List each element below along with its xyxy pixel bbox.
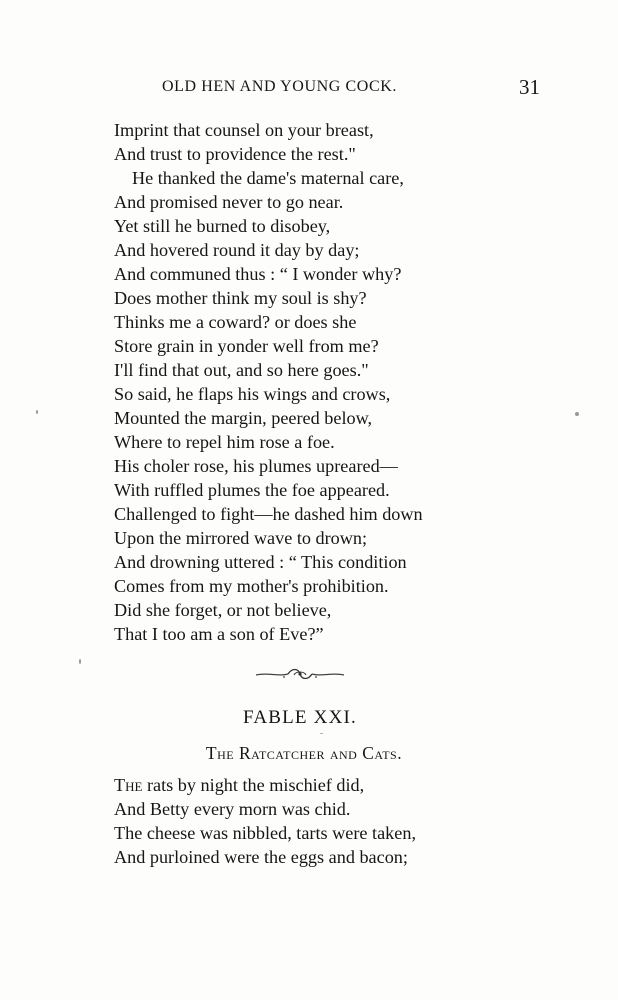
paper-speck	[575, 412, 579, 416]
poem-line: Does mother think my soul is shy?	[114, 288, 367, 308]
section-divider-ornament	[254, 666, 346, 682]
poem-line: With ruffled plumes the foe appeared.	[114, 480, 390, 500]
poem-line: Thinks me a coward? or does she	[114, 312, 357, 332]
poem-line: Challenged to fight—he dashed him down	[114, 504, 423, 524]
poem-line: And communed thus : “ I wonder why?	[114, 264, 402, 284]
paper-speck	[36, 410, 38, 414]
running-head	[0, 76, 618, 102]
poem-line: Where to repel him rose a foe.	[114, 432, 335, 452]
poem-line: He thanked the dame's maternal care,	[132, 168, 404, 188]
poem-line: And drowning uttered : “ This condition	[114, 552, 407, 572]
poem-line: So said, he flaps his wings and crows,	[114, 384, 391, 404]
poem-line: And trust to providence the rest."	[114, 144, 356, 164]
poem-line: Store grain in yonder well from me?	[114, 336, 379, 356]
poem-line: Mounted the margin, peered below,	[114, 408, 373, 428]
poem-line: I'll find that out, and so here goes."	[114, 360, 369, 380]
fable-title: The Ratcatcher and Cats.	[205, 743, 403, 763]
poem-line: Did she forget, or not believe,	[114, 600, 332, 620]
page-number: 31	[519, 75, 540, 99]
poem-line	[114, 774, 364, 797]
first-word: The	[114, 775, 143, 795]
paper-speck	[320, 733, 323, 734]
poem-line: And purloined were the eggs and bacon;	[114, 847, 408, 867]
poem-line: His choler rose, his plumes upreared—	[114, 456, 398, 476]
fable-number-heading: FABLE XXI.	[242, 707, 358, 728]
poem-line: Yet still he burned to disobey,	[114, 216, 331, 236]
poem-line: And hovered round it day by day;	[114, 240, 360, 260]
poem-line: And promised never to go near.	[114, 192, 344, 212]
poem-line: Imprint that counsel on your breast,	[114, 120, 374, 140]
poem-line: Comes from my mother's prohibition.	[114, 576, 389, 596]
poem-line: That I too am a son of Eve?”	[114, 624, 324, 644]
first-line-rest: rats by night the mischief did,	[142, 775, 365, 795]
poem-line: And Betty every morn was chid.	[114, 799, 351, 819]
paper-speck	[79, 659, 81, 664]
poem-line: The cheese was nibbled, tarts were taken,	[114, 823, 416, 843]
poem-line: Upon the mirrored wave to drown;	[114, 528, 368, 548]
running-title: OLD HEN AND YOUNG COCK.	[162, 78, 397, 95]
